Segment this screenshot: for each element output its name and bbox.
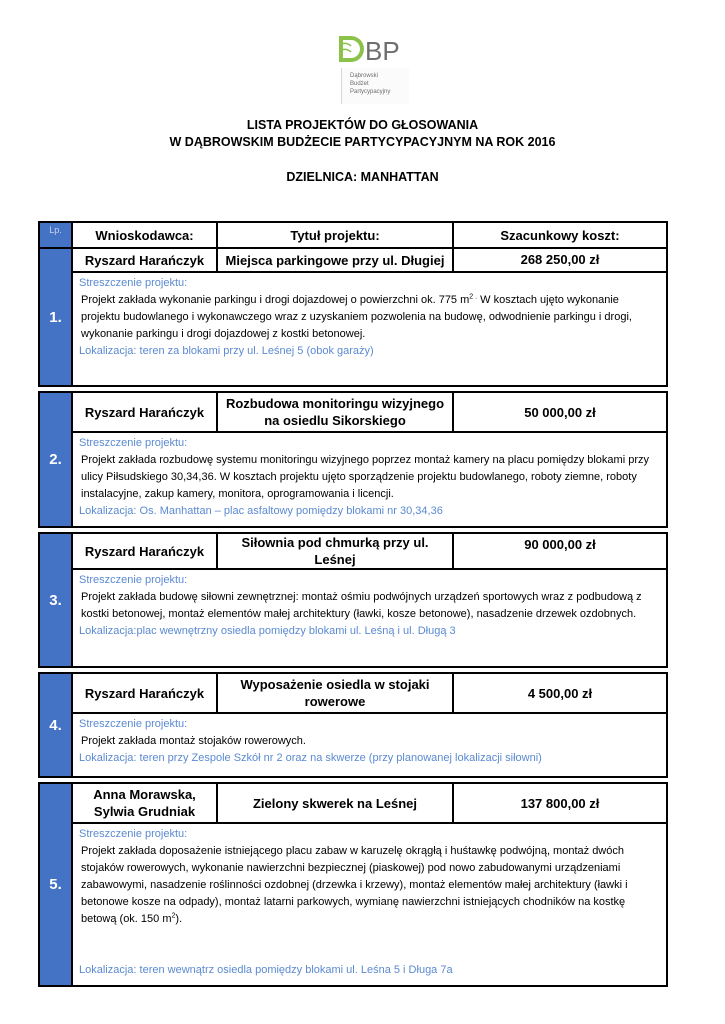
document-title-line1: LISTA PROJEKTÓW DO GŁOSOWANIA bbox=[246, 118, 479, 132]
summary-label: Streszczenie projektu: bbox=[79, 718, 188, 730]
project-cost: 137 800,00 zł bbox=[453, 783, 667, 823]
project-row bbox=[39, 248, 667, 272]
summary-superscript: 2 . bbox=[469, 293, 478, 301]
project-title: Zielony skwerek na Leśnej bbox=[217, 783, 453, 823]
project-title: Rozbudowa monitoringu wizyjnego na osiedlu Sikorskiego bbox=[217, 392, 453, 432]
project-author: Ryszard Harańczyk bbox=[72, 248, 217, 272]
projects-table bbox=[38, 221, 668, 987]
col-cost-header: Szacunkowy koszt: bbox=[453, 222, 667, 248]
col-title-header: Tytuł projektu: bbox=[217, 222, 453, 248]
project-details bbox=[72, 569, 667, 667]
project-number: 1. bbox=[39, 248, 72, 386]
summary-text bbox=[79, 843, 660, 928]
project-details-row bbox=[39, 713, 667, 777]
logo-line: Partycypacyjny bbox=[350, 89, 391, 95]
col-lp-header: Lp. bbox=[39, 222, 72, 248]
project-location: Lokalizacja: Os. Manhattan – plac asfaltowy pomiędzy blokami nr 30,34,36 bbox=[79, 505, 443, 517]
col-author-header: Wnioskodawca: bbox=[72, 222, 217, 248]
summary-label: Streszczenie projektu: bbox=[79, 277, 188, 289]
project-number: 2. bbox=[39, 392, 72, 527]
project-cost: 268 250,00 zł bbox=[453, 248, 667, 272]
summary-text bbox=[79, 452, 660, 503]
project-number: 3. bbox=[39, 533, 72, 667]
project-author: Anna Morawska, Sylwia Grudniak bbox=[72, 783, 217, 823]
project-details-row bbox=[39, 432, 667, 527]
summary-superscript: 2 bbox=[171, 912, 176, 920]
summary-text bbox=[79, 733, 660, 750]
document-title-line2: W DĄBROWSKIM BUDŻECIE PARTYCYPACYJNYM NA ROK 2016 bbox=[169, 135, 556, 149]
table-header-row bbox=[39, 222, 667, 248]
project-location: Lokalizacja: teren za blokami przy ul. Leśnej 5 (obok garaży) bbox=[79, 345, 374, 357]
project-title: Miejsca parkingowe przy ul. Długiej bbox=[217, 248, 453, 272]
project-details-row bbox=[39, 823, 667, 986]
project-location: Lokalizacja: teren wewnątrz osiedla pomiędzy blokami ul. Leśna 5 i Długa 7a bbox=[79, 964, 453, 976]
project-details bbox=[72, 432, 667, 527]
project-details bbox=[72, 272, 667, 386]
dbp-logo bbox=[333, 30, 413, 108]
logo-line: Dąbrowski bbox=[350, 73, 379, 79]
summary-text-main: Projekt zakłada budowę siłowni zewnętrznej: montaż ośmiu podwójnych urządzeń sportowych wraz z podbudową z kostki betonowej, montaż elementów małej architektury (ławki, kosze betonowe), nasadzenie drzewek ozdobnych. bbox=[81, 591, 642, 620]
summary-label: Streszczenie projektu: bbox=[79, 574, 188, 586]
project-author: Ryszard Harańczyk bbox=[72, 673, 217, 713]
project-row bbox=[39, 533, 667, 569]
summary-text-end: ). bbox=[175, 913, 183, 925]
summary-text-main: Projekt zakłada rozbudowę systemu monitoringu wizyjnego poprzez montaż kamery na placu pomiędzy blokami przy ulicy Piłsudskiego 30,34,36. W kosztach projektu ujęto sporządzenie projektu budowlanego, roboty ziemne, roboty instalacyjne, zakup kamery, monitora, oprogramowania i licencji. bbox=[81, 454, 649, 500]
project-cost: 90 000,00 zł bbox=[453, 533, 667, 569]
project-title: Siłownia pod chmurką przy ul. Leśnej bbox=[217, 533, 453, 569]
project-cost: 50 000,00 zł bbox=[453, 392, 667, 432]
summary-label: Streszczenie projektu: bbox=[79, 828, 188, 840]
project-cost: 4 500,00 zł bbox=[453, 673, 667, 713]
logo-caption bbox=[341, 68, 409, 104]
project-number: 5. bbox=[39, 783, 72, 986]
project-details bbox=[72, 823, 667, 986]
project-title: Wyposażenie osiedla w stojaki rowerowe bbox=[217, 673, 453, 713]
summary-text-main: Projekt zakłada wykonanie parkingu i drogi dojazdowej o powierzchni ok. 775 m bbox=[81, 294, 470, 306]
project-location: Lokalizacja: teren przy Zespole Szkół nr 2 oraz na skwerze (przy planowanej lokalizacji siłowni) bbox=[79, 752, 542, 764]
project-details-row bbox=[39, 569, 667, 667]
summary-text-main: Projekt zakłada doposażenie istniejącego placu zabaw w karuzelę okrągłą i huśtawkę podwójną, montaż dwóch stojaków rowerowych, wykonanie nawierzchni bezpiecznej (piaskowej) pod nowo zabudowanymi urządzeniami zabawowymi, nasadzenie roślinności ozdobnej (drzewka i krzewy), montaż elementów małej architektury (ławki i betonowe kosze na odpady), montaż latarni parkowych, wymianę nawierzchni istniejących chodników na kostkę betową (ok. 150 m bbox=[81, 845, 628, 925]
project-details-row bbox=[39, 272, 667, 386]
project-number: 4. bbox=[39, 673, 72, 777]
project-details bbox=[72, 713, 667, 777]
summary-label: Streszczenie projektu: bbox=[79, 437, 188, 449]
summary-text bbox=[79, 292, 660, 343]
project-row bbox=[39, 392, 667, 432]
project-author: Ryszard Harańczyk bbox=[72, 533, 217, 569]
project-location: Lokalizacja:plac wewnętrzny osiedla pomiędzy blokami ul. Leśną i ul. Długą 3 bbox=[79, 625, 456, 637]
svg-text:BP: BP bbox=[365, 36, 400, 66]
project-row bbox=[39, 673, 667, 713]
summary-text bbox=[79, 589, 660, 623]
summary-text-end: W kosztach ujęto wykonanie projektu budowlanego i wykonawczego wraz z uzyskaniem pozwolenia na budowę, odwodnienie parkingu i drogi, wykonanie parkingu i drogi dojazdowej z kostki betonowej. bbox=[81, 294, 632, 340]
dbp-logo-mark bbox=[333, 30, 413, 68]
logo-line: Budżet bbox=[350, 81, 369, 87]
project-row bbox=[39, 783, 667, 823]
summary-text-main: Projekt zakłada montaż stojaków rowerowych. bbox=[81, 735, 306, 747]
project-author: Ryszard Harańczyk bbox=[72, 392, 217, 432]
district-title: DZIELNICA: MANHATTAN bbox=[286, 170, 439, 184]
